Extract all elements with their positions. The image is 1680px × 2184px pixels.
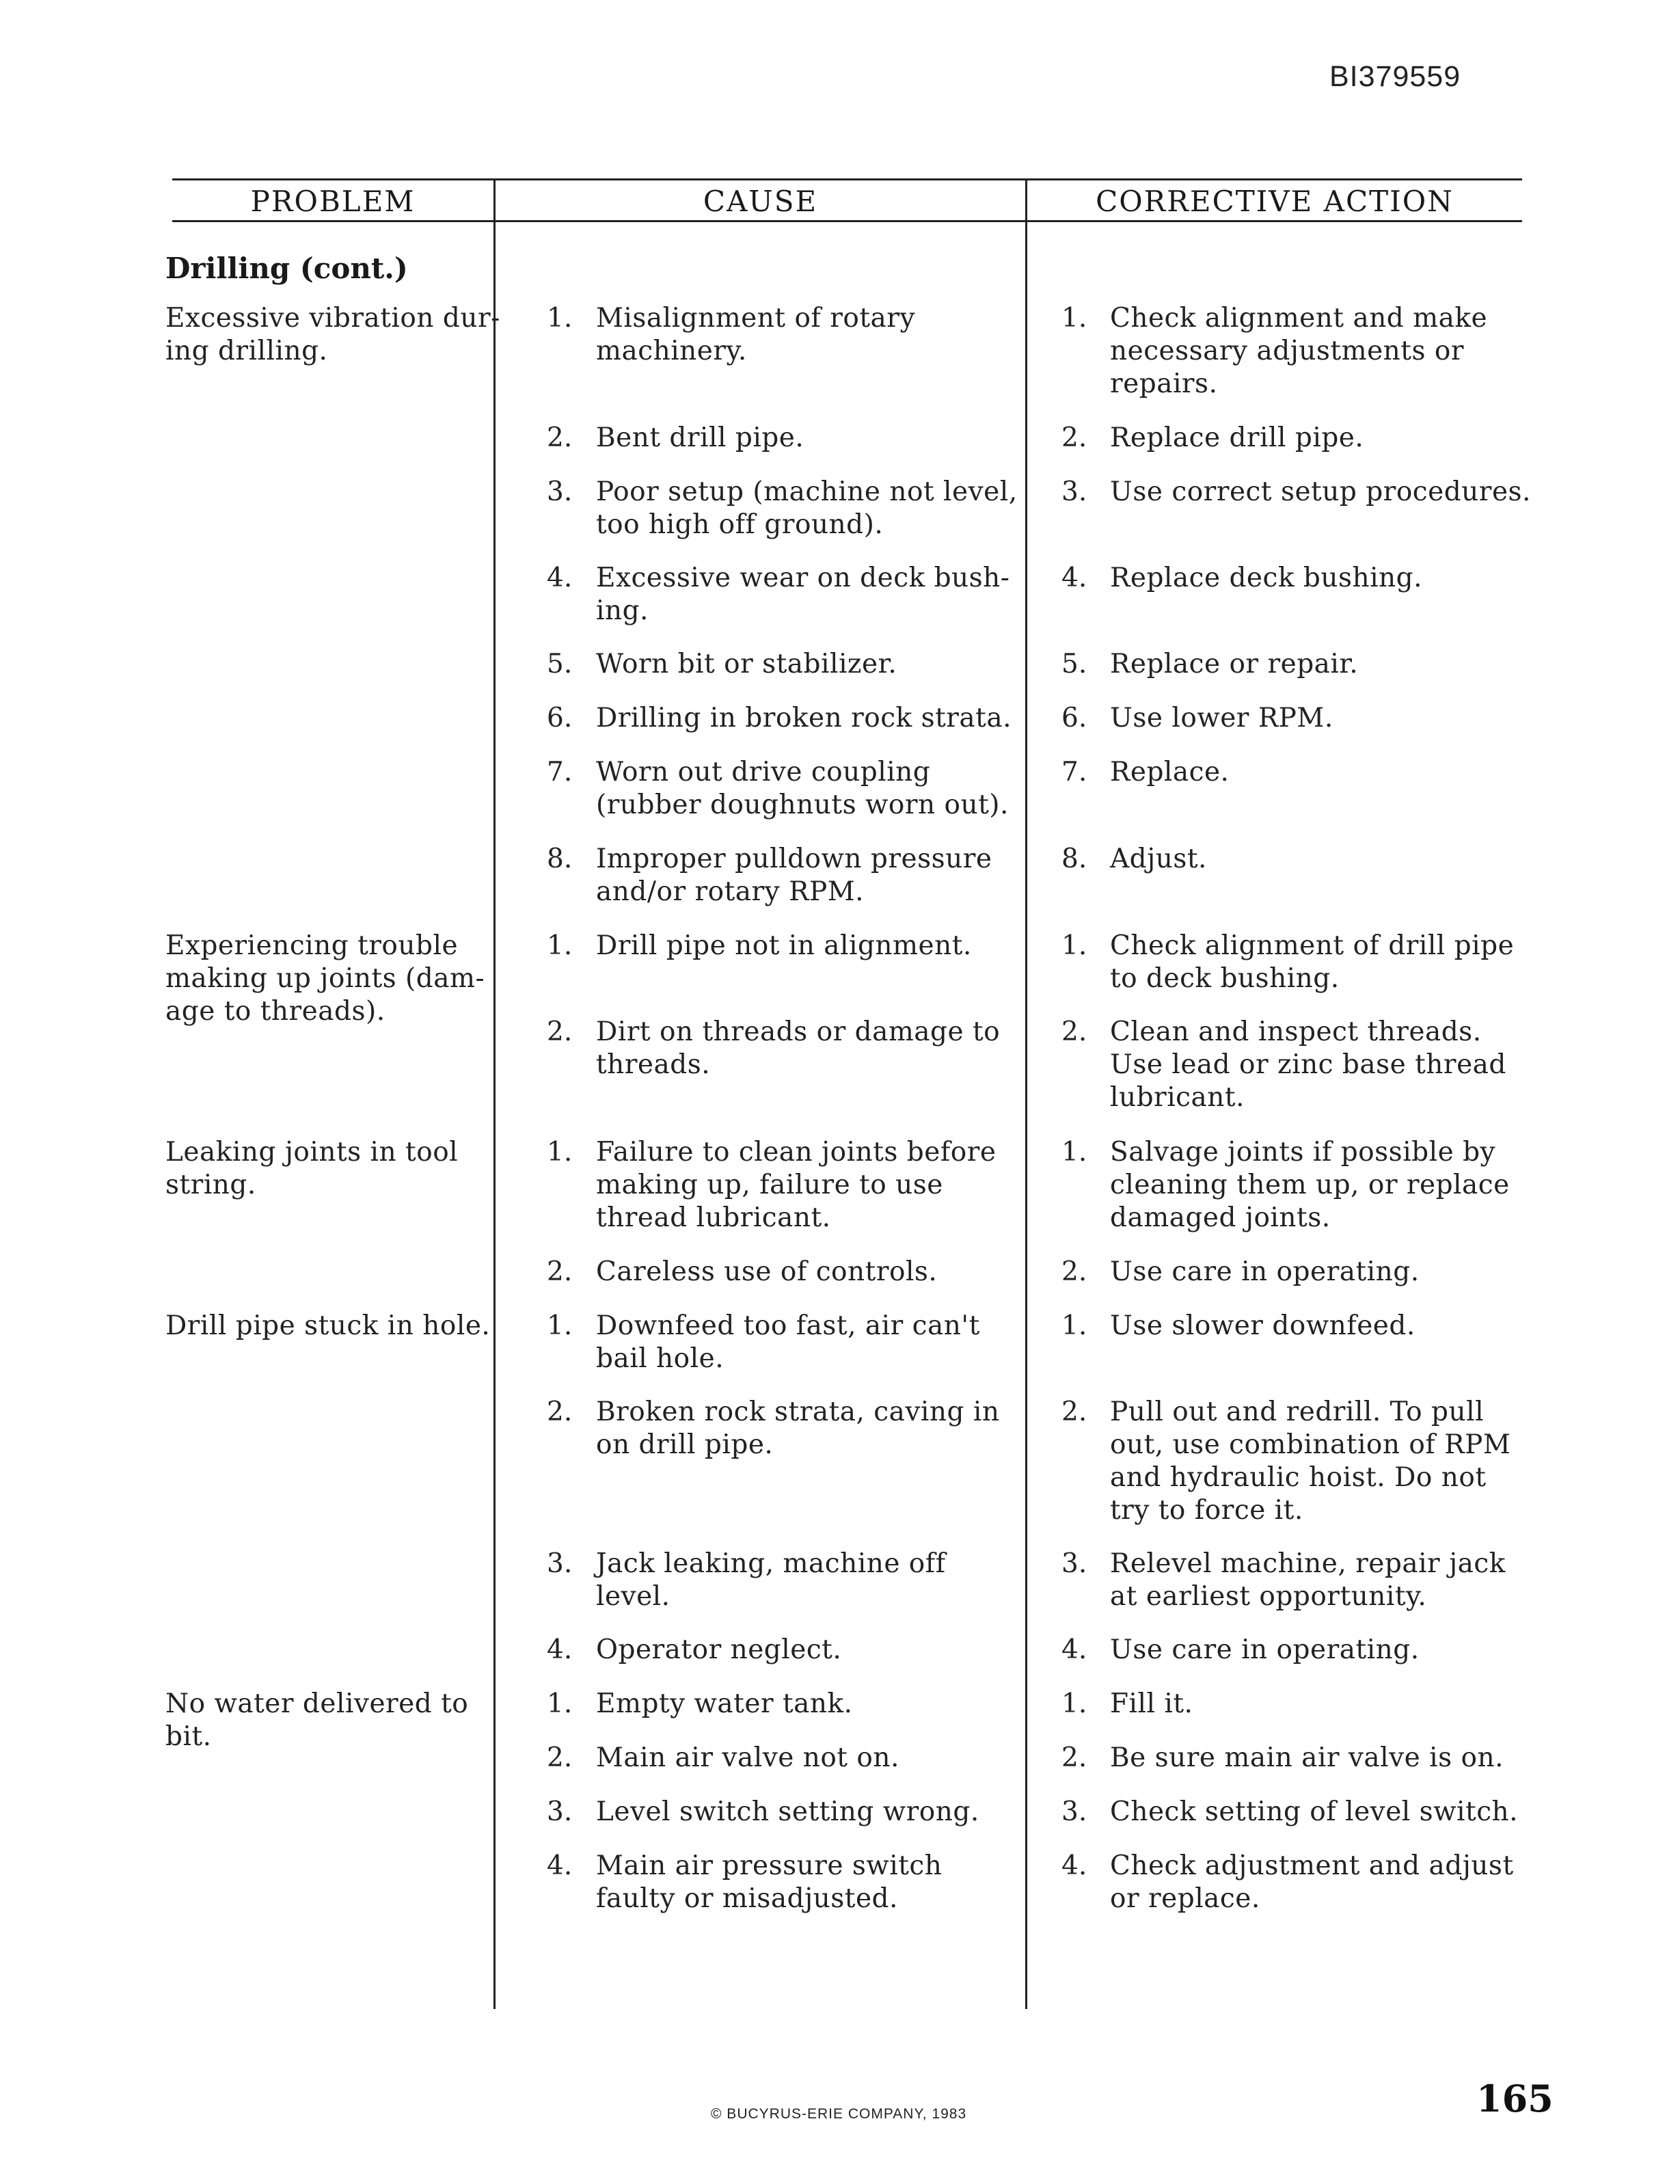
action-number: 6. [1061,703,1087,733]
action-text: Be sure main air valve is on. [1110,1742,1504,1773]
action-number: 3. [1061,1548,1087,1579]
action-text: Salvage joints if possible by cleaning them up, or replace damaged joints. [1110,1137,1510,1233]
cause-number: 1. [547,1137,573,1168]
header-problem: PROBLEM [250,185,416,218]
action-text: Use correct setup procedures. [1110,476,1531,507]
cause-number: 4. [547,1850,573,1881]
cause-text: Downfeed too fast, air can't bail hole. [596,1310,980,1374]
header-corrective-action: CORRECTIVE ACTION [1096,185,1454,218]
action-text: Replace drill pipe. [1110,422,1364,453]
cause-number: 4. [547,563,573,593]
document-id: BI379559 [1329,60,1461,93]
cause-number: 2. [547,422,573,453]
cause-number: 5. [547,649,573,679]
action-text: Relevel machine, repair jack at earliest opportunity. [1110,1548,1506,1612]
problem-cell [165,1688,487,1753]
cause-number: 3. [547,1796,573,1827]
action-number: 1. [1061,1137,1087,1168]
problem-text: Drill pipe stuck in hole. [165,1310,491,1341]
cause-number: 6. [547,703,573,733]
action-text: Replace. [1110,757,1230,787]
section-title: Drilling (cont.) [165,252,408,285]
action-number: 5. [1061,649,1087,679]
cause-text: Bent drill pipe. [596,422,804,453]
action-text: Check setting of level switch. [1110,1796,1519,1827]
cause-text: Worn bit or stabilizer. [596,649,897,679]
cause-number: 2. [547,1397,573,1427]
action-text: Use lower RPM. [1110,703,1333,733]
action-text: Clean and inspect threads. Use lead or zinc base thread lubricant. [1110,1016,1506,1113]
action-number: 3. [1061,476,1087,507]
cause-text: Operator neglect. [596,1634,842,1665]
cause-number: 1. [547,1310,573,1341]
header-bottom-rule [172,220,1522,222]
action-number: 3. [1061,1796,1087,1827]
cause-text: Jack leaking, machine off level. [596,1548,946,1612]
action-number: 2. [1061,1742,1087,1773]
cause-number: 4. [547,1634,573,1665]
page-number: 165 [1476,2077,1554,2120]
action-number: 2. [1061,1397,1087,1427]
cause-number: 1. [547,303,573,334]
problem-text: Excessive vibration dur- ing drilling. [165,303,500,366]
action-number: 7. [1061,757,1087,787]
problem-text: No water delivered to bit. [165,1688,469,1752]
problem-text: Experiencing trouble making up joints (dam- age to threads). [165,930,485,1027]
action-text: Adjust. [1110,844,1207,874]
action-number: 4. [1061,1634,1087,1665]
table-top-rule [172,178,1522,180]
cause-text: Broken rock strata, caving in on drill pipe. [596,1397,1000,1460]
action-number: 1. [1061,1688,1087,1719]
cause-text: Main air valve not on. [596,1742,899,1773]
action-text: Use care in operating. [1110,1256,1420,1287]
cause-number: 1. [547,1688,573,1719]
column-divider-left [493,178,496,2009]
problem-text: Leaking joints in tool string. [165,1137,459,1200]
action-text: Check alignment and make necessary adjustments or repairs. [1110,303,1488,399]
action-number: 4. [1061,563,1087,593]
cause-number: 3. [547,476,573,507]
action-text: Use care in operating. [1110,1634,1420,1665]
cause-number: 7. [547,757,573,787]
action-text: Pull out and redrill. To pull out, use combination of RPM and hydraulic hoist. Do not try to force it. [1110,1397,1511,1526]
action-number: 2. [1061,1016,1087,1047]
cause-number: 2. [547,1256,573,1287]
action-number: 1. [1061,1310,1087,1341]
cause-text: Misalignment of rotary machinery. [596,303,915,366]
action-text: Use slower downfeed. [1110,1310,1415,1341]
cause-number: 1. [547,930,573,961]
action-number: 8. [1061,844,1087,874]
cause-number: 2. [547,1016,573,1047]
header-cause: CAUSE [703,185,818,218]
problem-cell [165,302,500,368]
cause-text: Poor setup (machine not level, too high off ground). [596,476,1018,540]
cause-number: 8. [547,844,573,874]
action-text: Check adjustment and adjust or replace. [1110,1850,1514,1914]
cause-number: 2. [547,1742,573,1773]
action-number: 4. [1061,1850,1087,1881]
action-number: 2. [1061,422,1087,453]
action-text: Replace deck bushing. [1110,563,1423,593]
cause-text: Level switch setting wrong. [596,1796,979,1827]
action-number: 1. [1061,303,1087,334]
cause-text: Empty water tank. [596,1688,853,1719]
cause-text: Main air pressure switch faulty or misadjusted. [596,1850,943,1914]
problem-cell [165,930,487,1028]
cause-text: Worn out drive coupling (rubber doughnuts worn out). [596,757,1009,820]
problem-cell [165,1310,491,1343]
action-text: Replace or repair. [1110,649,1359,679]
copyright-notice: © BUCYRUS-ERIE COMPANY, 1983 [711,2106,967,2122]
cause-text: Failure to clean joints before making up, failure to use thread lubricant. [596,1137,997,1233]
action-text: Check alignment of drill pipe to deck bushing. [1110,930,1515,994]
action-number: 1. [1061,930,1087,961]
problem-cell [165,1136,487,1202]
action-number: 2. [1061,1256,1087,1287]
action-text: Fill it. [1110,1688,1193,1719]
column-divider-right [1025,178,1027,2009]
cause-text: Drilling in broken rock strata. [596,703,1012,733]
cause-text: Drill pipe not in alignment. [596,930,972,961]
cause-text: Careless use of controls. [596,1256,938,1287]
cause-text: Improper pulldown pressure and/or rotary RPM. [596,844,992,907]
cause-number: 3. [547,1548,573,1579]
cause-text: Dirt on threads or damage to threads. [596,1016,1001,1080]
cause-text: Excessive wear on deck bush- ing. [596,563,1010,626]
